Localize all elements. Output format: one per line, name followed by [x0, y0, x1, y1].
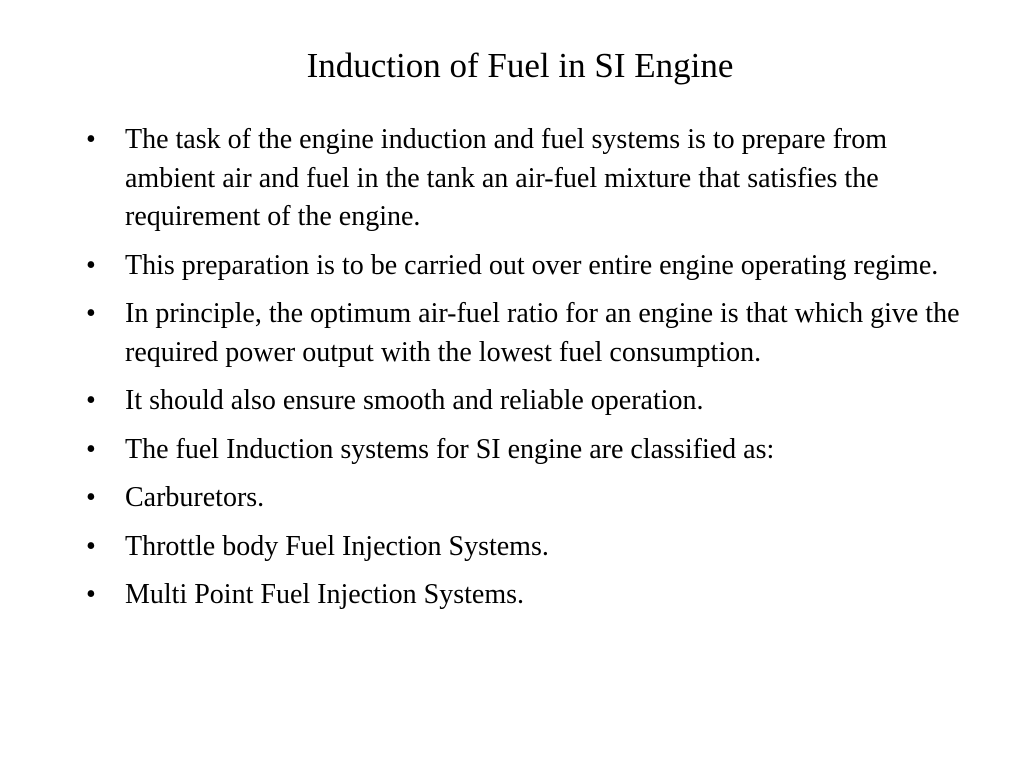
bullet-text: In principle, the optimum air-fuel ratio for an engine is that which give the required power output with the lowest fuel consumption. — [125, 298, 960, 368]
bullet-text: The task of the engine induction and fuel systems is to prepare from ambient air and fuel in the tank an air-fuel mixture that satisfies the requirement of the engine. — [125, 124, 888, 232]
bullet-item-smooth-operation — [86, 382, 966, 421]
bullet-item-preparation — [86, 247, 966, 286]
bullet-item-classification — [86, 431, 966, 470]
bullet-text: It should also ensure smooth and reliable operation. — [125, 385, 704, 416]
bullet-item-task-of-induction — [86, 121, 966, 237]
bullet-symbol: • — [86, 530, 96, 562]
bullet-text: This preparation is to be carried out over entire engine operating regime. — [125, 249, 939, 281]
bullet-symbol: • — [86, 124, 96, 155]
bullet-symbol: • — [86, 482, 96, 513]
bullet-text: Multi Point Fuel Injection Systems. — [125, 579, 525, 610]
bullet-item-throttle-body — [86, 528, 966, 567]
bullet-item-multi-point — [86, 576, 966, 615]
bullet-symbol: • — [86, 579, 96, 610]
bullet-symbol: • — [86, 385, 96, 416]
bullet-item-optimum-ratio — [86, 295, 966, 372]
bullet-text: Carburetors. — [125, 482, 265, 513]
bullet-item-carburetors — [86, 479, 966, 518]
bullet-symbol: • — [86, 298, 96, 329]
bullet-symbol: • — [86, 249, 96, 281]
bullet-list — [86, 121, 966, 615]
bullet-symbol: • — [86, 433, 96, 465]
bullet-text: The fuel Induction systems for SI engine are classified as: — [125, 433, 775, 465]
bullet-text: Throttle body Fuel Injection Systems. — [125, 530, 549, 562]
slide-title: Induction of Fuel in SI Engine — [306, 46, 734, 85]
